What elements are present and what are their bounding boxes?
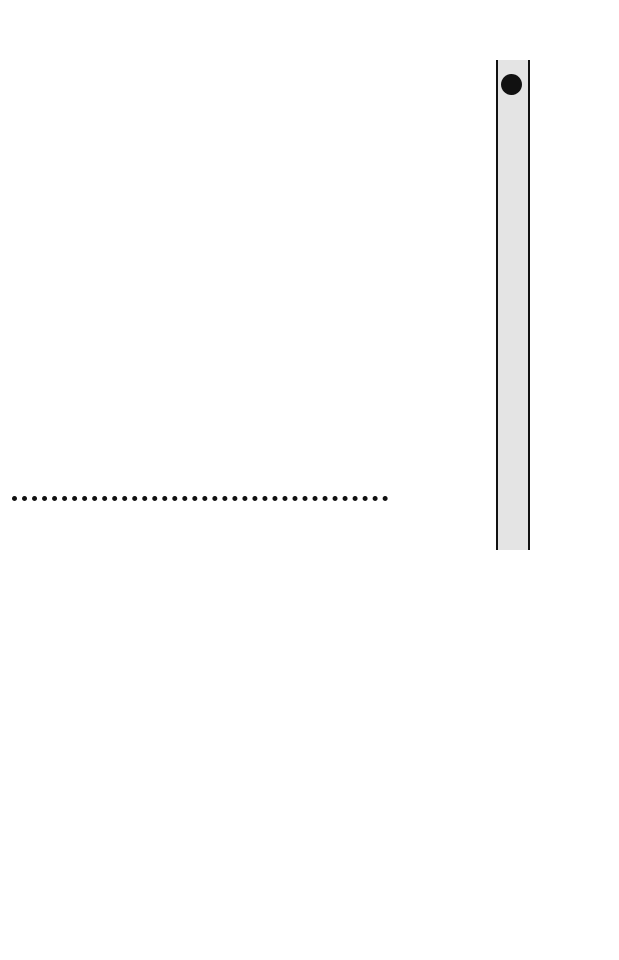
series-number-badge [501,74,522,95]
series-header-strip [496,60,530,550]
series-header [499,74,523,95]
dotted-divider [12,496,388,501]
